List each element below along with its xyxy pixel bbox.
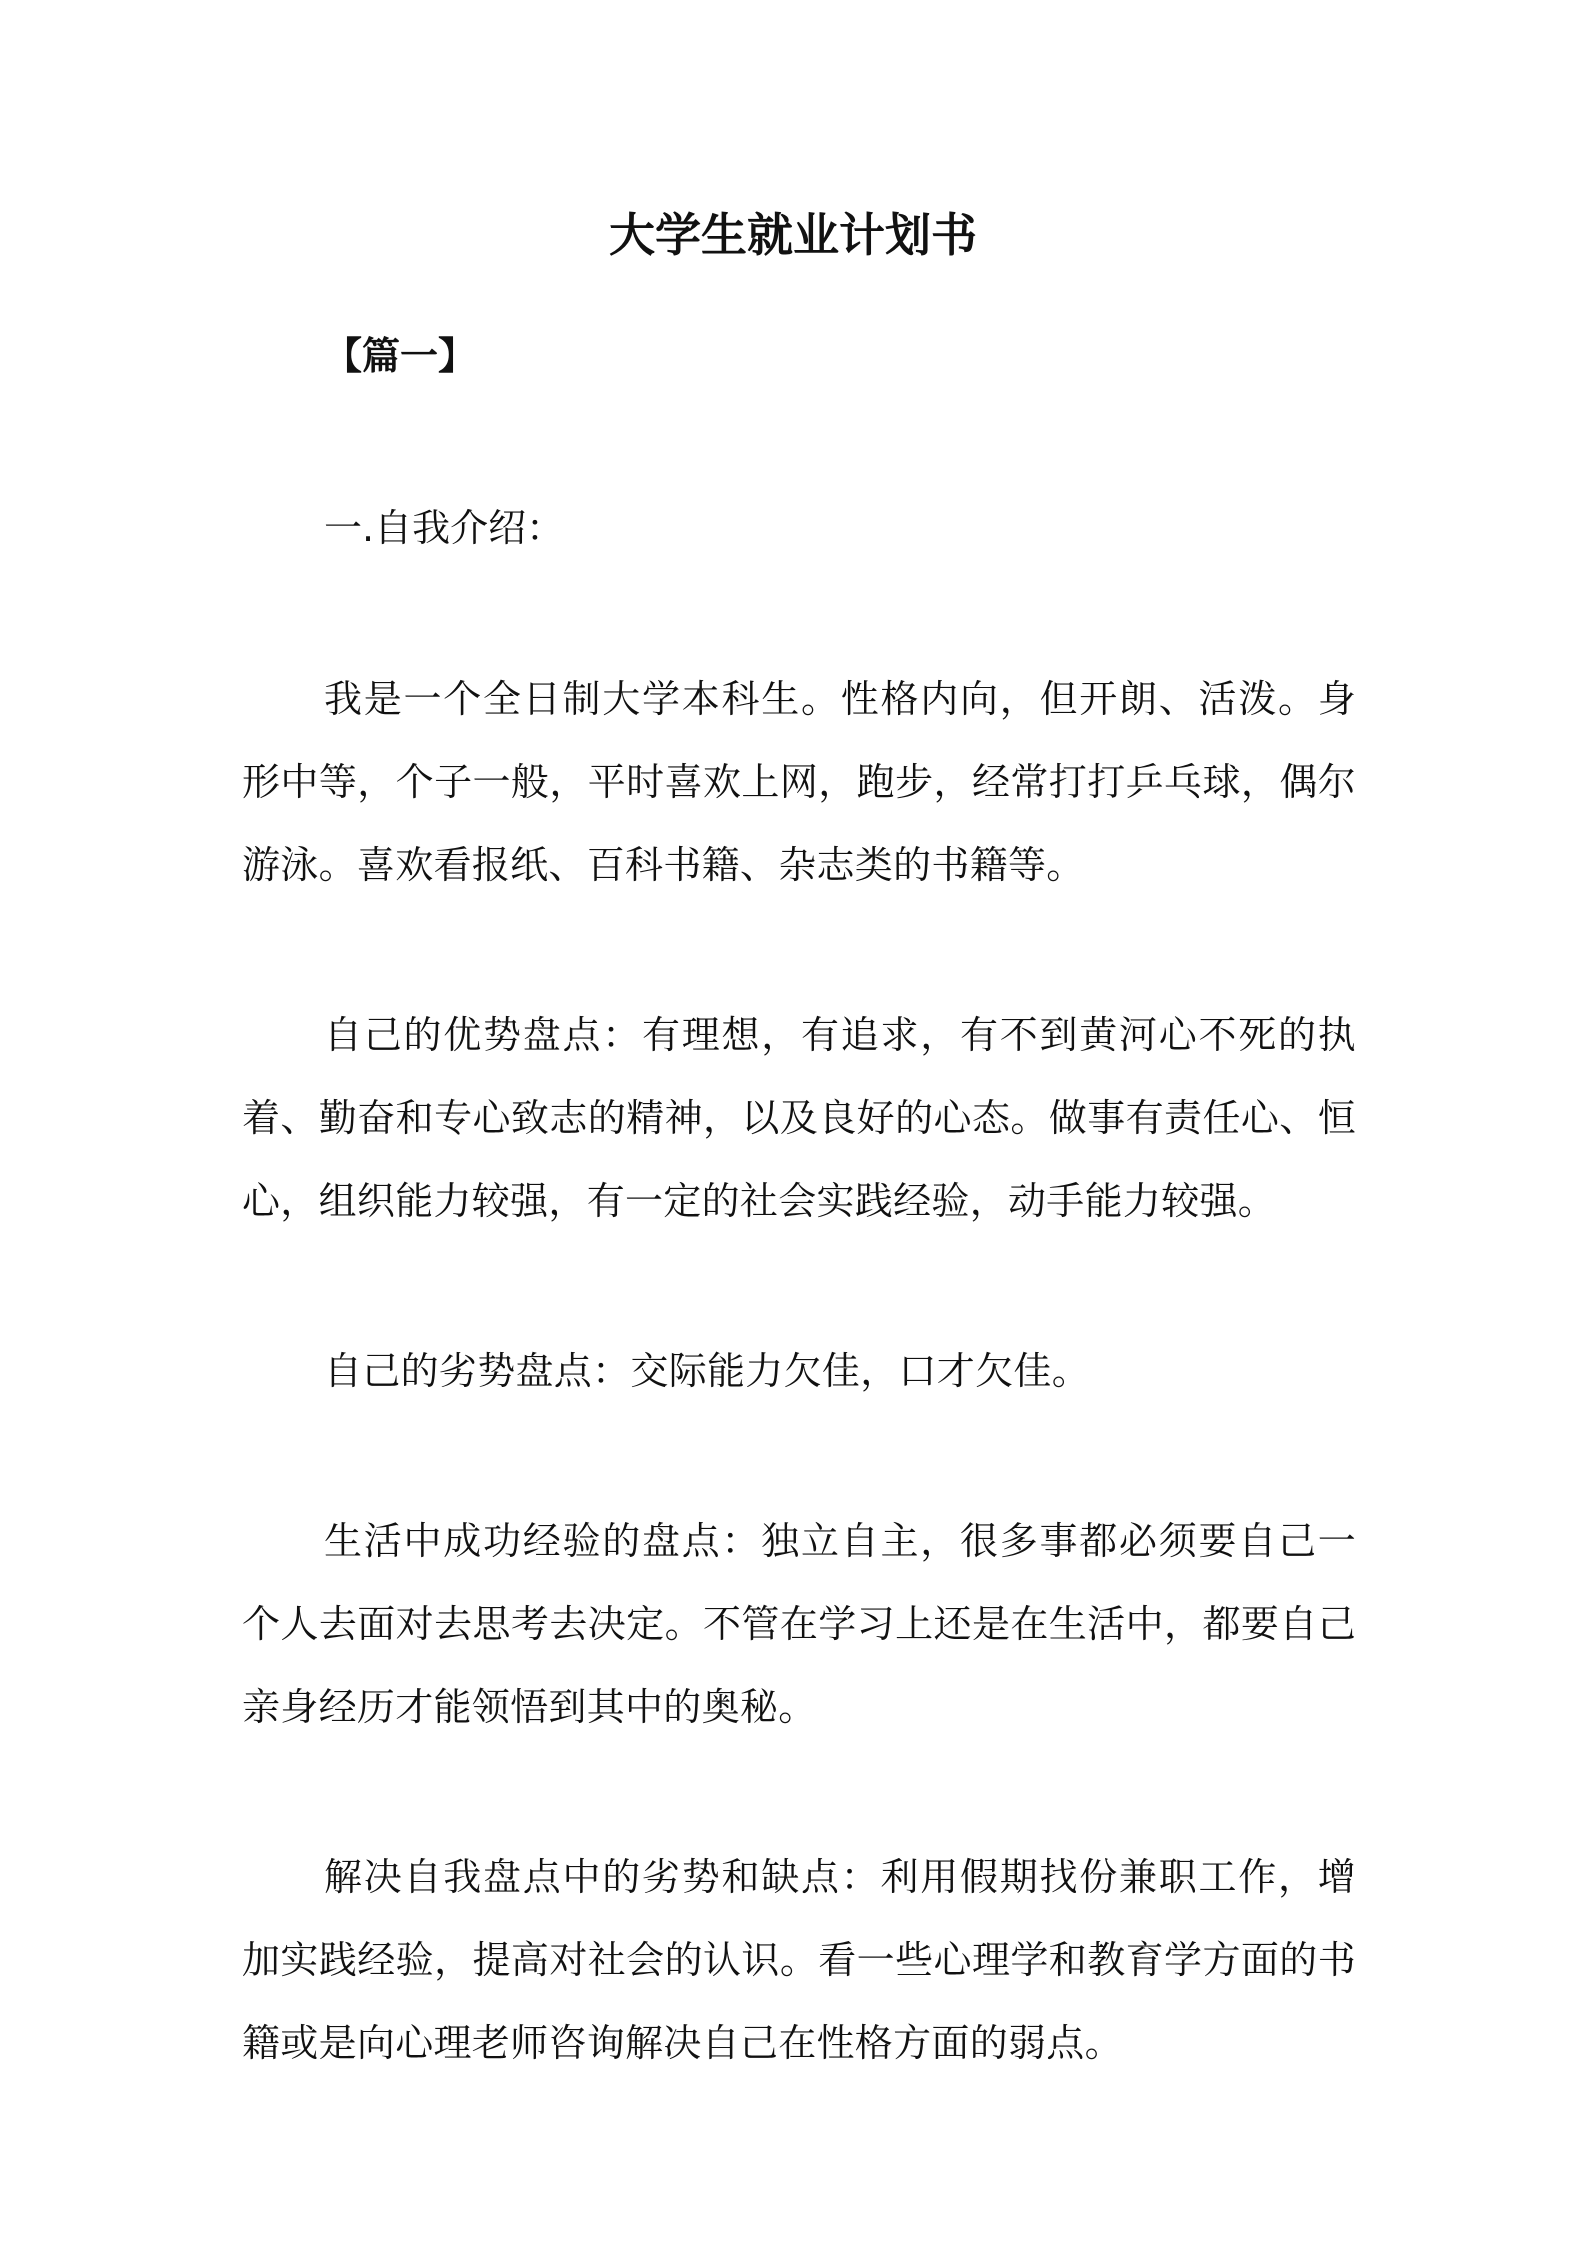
- paragraph-self-intro: 我是一个全日制大学本科生。性格内向，但开朗、活泼。身形中等，个子一般，平时喜欢上网，跑步，经常打打乒乓球，偶尔游泳。喜欢看报纸、百科书籍、杂志类的书籍等。: [242, 677, 1356, 887]
- document-title: 大学生就业计划书: [609, 208, 977, 262]
- part-label: 【篇一】: [324, 334, 477, 378]
- paragraph-weaknesses: 自己的劣势盘点：交际能力欠佳，口才欠佳。: [324, 1349, 1091, 1393]
- paragraph-strengths: 自己的优势盘点：有理想，有追求，有不到黄河心不死的执着、勤奋和专心致志的精神，以及良好的心态。做事有责任心、恒心，组织能力较强，有一定的社会实践经验，动手能力较强。: [242, 1013, 1356, 1223]
- section-heading: 一.自我介绍：: [324, 506, 565, 550]
- paragraph-success-experience: 生活中成功经验的盘点：独立自主，很多事都必须要自己一个人去面对去思考去决定。不管在学习上还是在生活中，都要自己亲身经历才能领悟到其中的奥秘。: [242, 1519, 1356, 1729]
- paragraph-solutions: 解决自我盘点中的劣势和缺点：利用假期找份兼职工作，增加实践经验，提高对社会的认识。看一些心理学和教育学方面的书籍或是向心理老师咨询解决自己在性格方面的弱点。: [242, 1855, 1356, 2065]
